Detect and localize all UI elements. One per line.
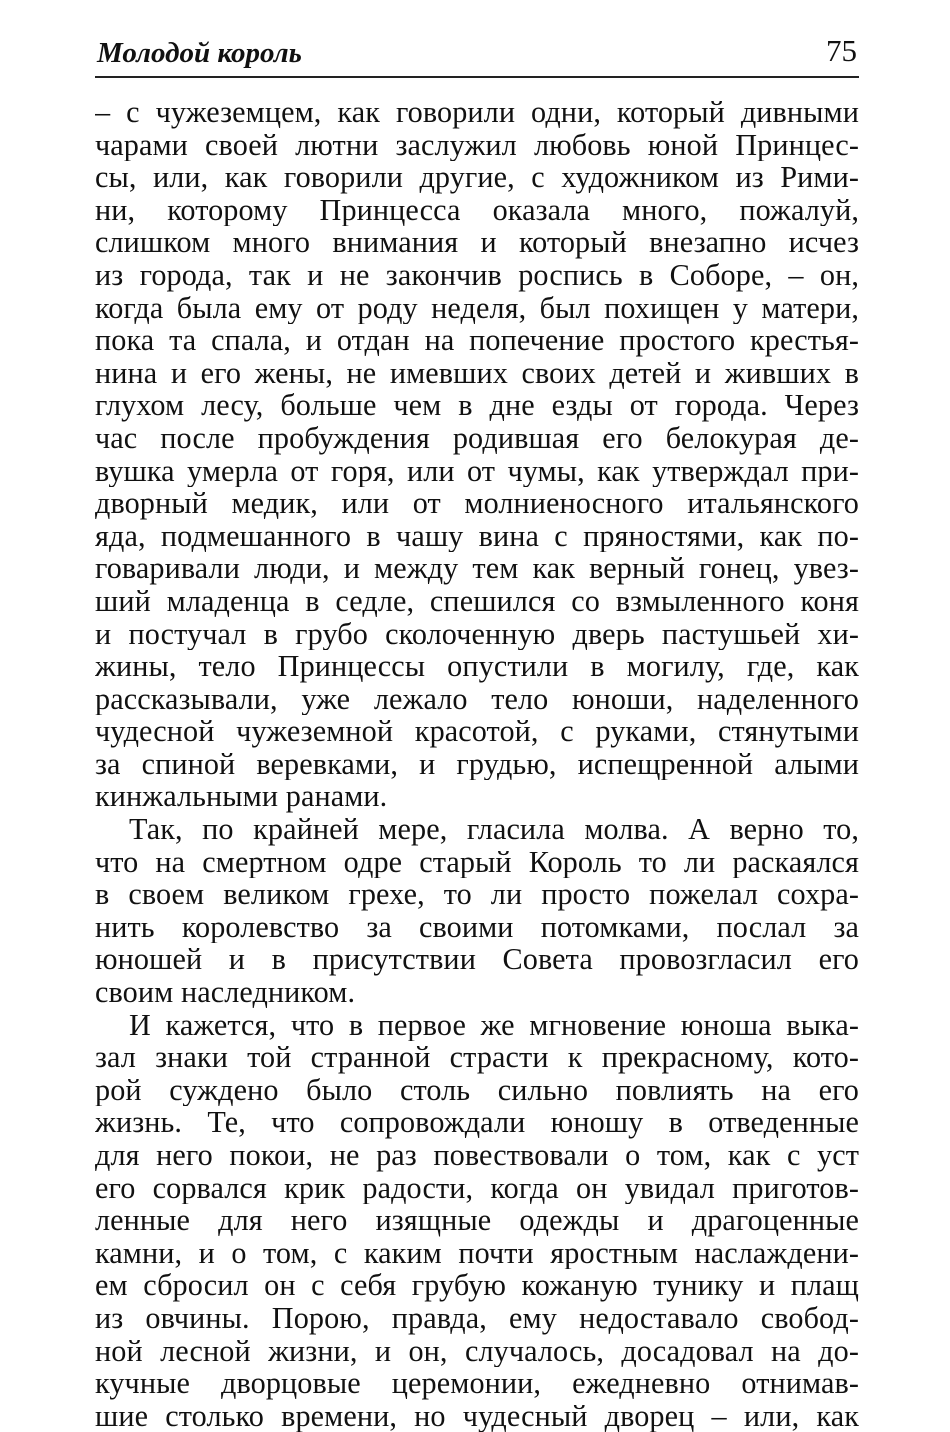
- text-line: чудесной чужеземной красотой, с руками, стянутыми: [95, 715, 859, 748]
- text-line: шие столько времени, но чудесный дворец – или, как: [95, 1399, 859, 1432]
- text-line: кинжальными ранами.: [95, 780, 388, 814]
- text-line: ем сбросил он с себя грубую кожаную тунику и плащ: [95, 1269, 859, 1302]
- text-line: из города, так и не закончив роспись в Соборе, – он,: [95, 258, 859, 292]
- text-line: – с чужеземцем, как говорили одни, который дивными: [95, 96, 859, 129]
- paragraph: [95, 96, 859, 813]
- text-line: глухом лесу, больше чем в дне езды от города. Через: [95, 389, 859, 422]
- text-line: кучные дворцовые церемонии, ежедневно отнимав-: [95, 1367, 859, 1400]
- text-line: за спиной веревками, и грудью, испещренной алыми: [95, 747, 859, 781]
- text-line: своим наследником.: [95, 976, 356, 1009]
- text-line: рассказывали, уже лежало тело юноши, наделенного: [95, 682, 859, 716]
- text-line: сы, или, как говорили другие, с художником из Рими-: [95, 161, 859, 194]
- body-text: [95, 96, 859, 1432]
- running-head: [95, 32, 859, 78]
- text-line: вушка умерла от горя, или от чумы, как утверждал при-: [95, 454, 859, 488]
- text-line: пока та спала, и отдан на попечение простого крестья-: [95, 324, 859, 357]
- text-line: из овчины. Порою, правда, ему недоставало свобод-: [95, 1301, 859, 1335]
- text-line: зал знаки той странной страсти к прекрасному, кото-: [95, 1041, 859, 1074]
- text-line: чарами своей лютни заслужил любовь юной Принцес-: [95, 128, 859, 162]
- paragraph: [95, 813, 859, 1009]
- text-line: час после пробуждения родившая его белокурая де-: [95, 421, 859, 455]
- text-line: его сорвался крик радости, когда он увидал приготов-: [95, 1171, 859, 1205]
- text-line: ленные для него изящные одежды и драгоценные: [95, 1204, 859, 1237]
- text-line: и постучал в грубо сколоченную дверь пастушьей хи-: [95, 617, 859, 651]
- book-page: [95, 0, 859, 1432]
- text-line: говаривали люди, и между тем как верный гонец, увез-: [95, 552, 859, 585]
- text-line: слишком много внимания и который внезапно исчез: [95, 226, 859, 259]
- text-line: яда, подмешанного в чашу вина с пряностями, как по-: [95, 519, 859, 553]
- text-line: для него покои, не раз повествовали о том, как с уст: [95, 1139, 859, 1172]
- text-line: ной лесной жизни, и он, случалось, досадовал на до-: [95, 1334, 859, 1368]
- text-line: жины, тело Принцессы опустили в могилу, где, как: [95, 650, 859, 683]
- text-line: что на смертном одре старый Король то ли раскаялся: [95, 845, 859, 879]
- text-line: И кажется, что в первое же мгновение юноша выка-: [129, 1008, 859, 1042]
- paragraph: [95, 1009, 859, 1432]
- text-line: нина и его жены, не имевших своих детей и живших в: [95, 356, 859, 390]
- running-title: Молодой король: [97, 37, 302, 69]
- text-line: нить королевство за своими потомками, послал за: [95, 910, 859, 944]
- text-line: дворный медик, или от молниеносного итальянского: [95, 487, 859, 520]
- text-line: юношей и в присутствии Совета провозгласил его: [95, 943, 859, 977]
- text-line: ший младенца в седле, спешился со взмыленного коня: [95, 584, 859, 618]
- text-line: жизнь. Те, что сопровождали юношу в отведенные: [95, 1106, 859, 1139]
- text-line: ни, которому Принцесса оказала много, пожалуй,: [95, 193, 859, 227]
- text-line: камни, и о том, с каким почти яростным наслаждени-: [95, 1236, 859, 1270]
- text-line: Так, по крайней мере, гласила молва. А верно то,: [129, 813, 859, 846]
- text-line: когда была ему от роду неделя, был похищен у матери,: [95, 291, 859, 325]
- page-number: 75: [826, 33, 857, 68]
- text-line: рой суждено было столь сильно повлиять на его: [95, 1073, 859, 1107]
- text-line: в своем великом грехе, то ли просто пожелал сохра-: [95, 878, 859, 911]
